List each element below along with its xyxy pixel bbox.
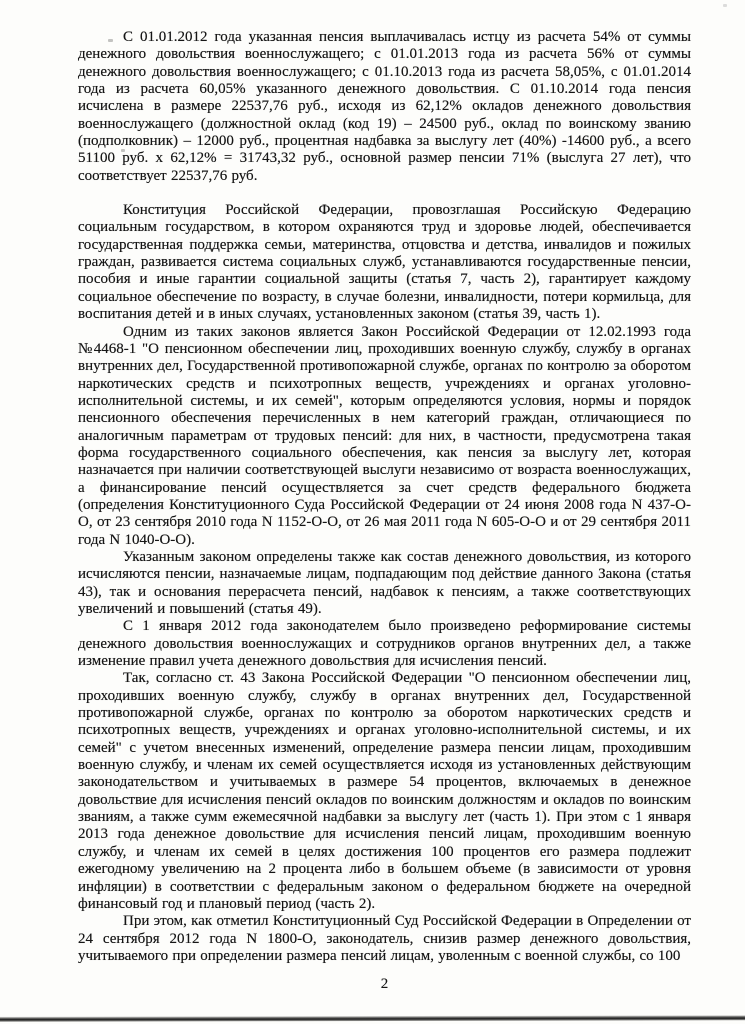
scan-speck [108,39,113,42]
paragraph-law-provisions: Указанным законом определены также как состав денежного довольствия, из которого исчисляются пенсии, назначаемые лицам, подпадающим под действие данного Закона (статья 43), так и основания перерасчета пенсий, надбавок к пенсиям, а также соответствующих увеличений и повышений (статья 49). [78,548,691,617]
paragraph-constitutional-court: При этом, как отметил Конституционный Суд Российской Федерации в Определении от 24 сентября 2012 года N 1800-О, законодатель, снизив размер денежного довольствия, учитываемого при определении размера пенсий лицам, уволенным с военной службы, со 100 [78,913,691,964]
paragraph-pension-calculation: С 01.01.2012 года указанная пенсия выплачивалась истцу из расчета 54% от суммы денежного довольствия военнослужащего; с 01.01.2013 года из расчета 56% от суммы денежного довольствия военнослужащего; с 01.10.2013 года из расчета 58,05%, с 01.01.2014 года из расчета 60,05% указанного денежного довольствия. С 01.10.2014 года пенсия исчислена в размере 22537,76 руб., исходя из 62,12% окладов денежного довольствия военнослужащего (должностной оклад (код 19) – 24500 руб., оклад по воинскому званию (подполковник) – 12000 руб., процентная надбавка за выслугу лет (40%) -14600 руб., а всего 51100 руб. х 62,12% = 31743,32 руб., основной размер пенсии 71% (выслуга 27 лет), что соответствует 22537,76 руб. [78,29,691,184]
document-body [78,29,691,965]
paragraph-constitution: Конституция Российской Федерации, провозглашая Российскую Федерацию социальным государством, в котором охраняются труд и здоровье людей, обеспечивается государственная поддержка семьи, материнства, отцовства и детства, инвалидов и пожилых граждан, развивается система социальных служб, устанавливаются государственные пенсии, пособия и иные гарантии социальной защиты (статья 7, часть 2), гарантирует каждому социальное обеспечение по возрасту, в случае болезни, инвалидности, потери кормильца, для воспитания детей и в иных случаях, установленных законом (статья 39, часть 1). [78,202,691,323]
paragraph-law-4468-1: Одним из таких законов является Закон Российской Федерации от 12.02.1993 года №4468-1 "О пенсионном обеспечении лиц, проходивших военную службу, службу в органах внутренних дел, Государственной противопожарной службе, органах по контролю за оборотом наркотических средств и психотропных веществ, учреждениях и органах уголовно-исполнительной системы, и их семей", которым определяются условия, нормы и порядок пенсионного обеспечения перечисленных в нем категорий граждан, отличающиеся по аналогичным параметрам от трудовых пенсий: для них, в частности, предусмотрена такая форма государственного социального обеспечения, как пенсия за выслугу лет, которая назначается при наличии соответствующей выслуги независимо от возраста военнослужащих, а финансирование пенсий осуществляется за счет средств федерального бюджета (определения Конституционного Суда Российской Федерации от 24 июня 2008 года N 437-О-О, от 23 сентября 2010 года N 1152-О-О, от 26 мая 2011 года N 605-О-О и от 29 сентября 2011 года N 1040-О-О). [78,323,691,548]
scan-speck [723,4,727,7]
page-number: 2 [380,976,389,992]
paragraph-reform-2012: С 1 января 2012 года законодателем было произведено реформирование системы денежного довольствия военнослужащих и сотрудников органов внутренних дел, а также изменение правил учета денежного довольствия для исчисления пенсий. [78,618,691,670]
scan-edge-line [0,1015,745,1022]
scan-speck [121,149,125,152]
paragraph-article-43: Так, согласно ст. 43 Закона Российской Федерации "О пенсионном обеспечении лиц, проходивших военную службу, службу в органах внутренних дел, Государственной противопожарной службе, органах по контролю за оборотом наркотических средств и психотропных веществ, учреждениях и органах уголовно-исполнительной системы, и их семей" с учетом внесенных изменений, определение размера пенсии лицам, проходившим военную службу, и членам их семей осуществляется исходя из установленных действующим законодательством и учитываемых в размере 54 процентов, включаемых в денежное довольствие для исчисления пенсий окладов по воинским должностям и окладов по воинским званиям, а также сумм ежемесячной надбавки за выслугу лет (часть 1). При этом с 1 января 2013 года денежное довольствие для исчисления пенсий лицам, проходившим военную службу, и членам их семей в целях достижения 100 процентов его размера подлежит ежегодному увеличению на 2 процента либо в большем объеме (в зависимости от уровня инфляции) в соответствии с федеральным законом о федеральном бюджете на очередной финансовый год и плановый период (часть 2). [78,670,691,912]
